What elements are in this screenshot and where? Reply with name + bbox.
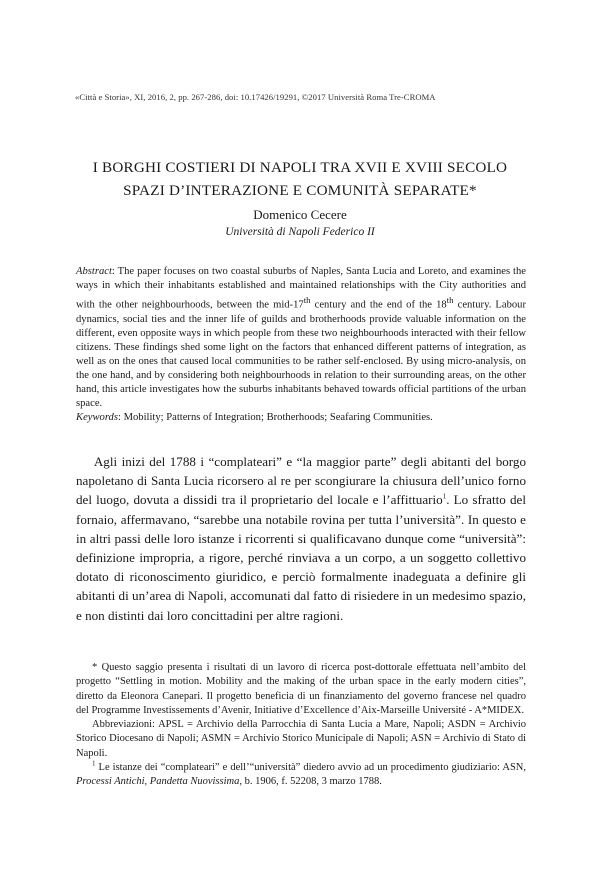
- title-line-1: I BORGHI COSTIERI DI NAPOLI TRA XVII E XVIII SECOLO: [92, 159, 508, 176]
- abstract-text-3: century. Labour dynamics, social ties and the inner life of guilds and brotherhoods provide valuable information on the different, even opposite ways in which people from these two neighbourhoods interacted with their fellow citizens. These findings shed some light on the factors that enhanced different patterns of integration, as well as on the ones that caused local communities to be rather self-enclosed. By using micro-analysis, on the one hand, and by considering both neighbourhoods in relation to their surrounding areas, on the other hand, this article investigates how the suburbs inhabitants behaved towards official partitions of the urban space.: [76, 299, 526, 410]
- author-name: Domenico Cecere: [253, 207, 347, 222]
- body-paragraph: [76, 452, 526, 625]
- abstract-text-2: century and the end of the 18: [310, 299, 447, 311]
- footnote-1-tail: , b. 1906, f. 52208, 3 marzo 1788.: [239, 776, 382, 788]
- author-affiliation: Università di Napoli Federico II: [225, 226, 375, 238]
- citation-header: «Città e Storia», XI, 2016, 2, pp. 267-286, doi: 10.17426/19291, ©2017 Università Roma Tre-CROMA: [75, 92, 436, 102]
- footnotes: [76, 661, 526, 790]
- footnote-abbreviations: Abbreviazioni: APSL = Archivio della Parrocchia di Santa Lucia a Mare, Napoli; ASDN = Archivio Storico Diocesano di Napoli; ASMN = Archivio Storico Municipale di Napoli; ASN = Archivio di Stato di Napoli.: [76, 719, 526, 759]
- body-text-1: Agli inizi del 1788 i “complateari” e “la maggior parte” degli abitanti del borgo napoletano di Santa Lucia ricorsero al re per scongiurare la chiusura dell’unico forno del luogo, dovuta a dissidi tra il proprietario del locale e l’affittuario: [76, 454, 527, 508]
- keywords-label: Keywords: [76, 412, 118, 423]
- abstract-sup-2: th: [446, 295, 454, 306]
- article-title: [60, 156, 540, 202]
- footnote-1: [76, 761, 526, 790]
- footnote-1-text: Le istanze dei “complateari” e dell’“università” diedero avvio ad un procedimento giudiziario: ASN,: [95, 762, 526, 774]
- abstract: [76, 265, 526, 411]
- body-text-2: . Lo sfratto del fornaio, affermavano, “sarebbe una notabile rovina per tutta l’università”. In questo e in altri passi delle loro istanze i ricorrenti si qualificavano dunque come “università”: definizione impropria, a rigore, perché rinviava a un corpo, a un soggetto collettivo dotato di riconoscimento giuridico, e perciò formalmente inadeguata a definire gli abitanti di un’area di Napoli, accomunati dal fatto di risiedere in un medesimo spazio, e non distinti dai loro concittadini per altre ragioni.: [76, 492, 526, 623]
- keywords-text: : Mobility; Patterns of Integration; Brotherhoods; Seafaring Communities.: [117, 412, 433, 423]
- footnote-1-number: 1: [92, 759, 96, 768]
- abstract-sup-1: th: [303, 295, 311, 306]
- footnote-1-source: Processi Antichi, Pandetta Nuovissima: [76, 776, 240, 788]
- abstract-text-1: : The paper focuses on two coastal suburbs of Naples, Santa Lucia and Loreto, and examines the ways in which their inhabitants established and maintained relationships with the City authorities and with the other neighbourhoods, between the mid-17: [76, 266, 526, 311]
- title-line-2: SPAZI D’INTERAZIONE E COMUNITÀ SEPARATE*: [123, 182, 477, 199]
- footnote-star: * Questo saggio presenta i risultati di un lavoro di ricerca post-dottorale effettuata nell’ambito del progetto “Settling in motion. Mobility and the making of the urban space in the early modern cities”, diretto da Eleonora Canepari. Il progetto beneficia di un finanziamento del governo francese nel quadro del Programme Investissements d’Avenir, Initiative d’Excellence d’Aix-Marseille Université - A*MIDEX.: [76, 662, 526, 716]
- keywords: [76, 411, 526, 425]
- abstract-label: Abstract: [76, 266, 112, 277]
- footnote-ref-1[interactable]: 1: [442, 493, 447, 502]
